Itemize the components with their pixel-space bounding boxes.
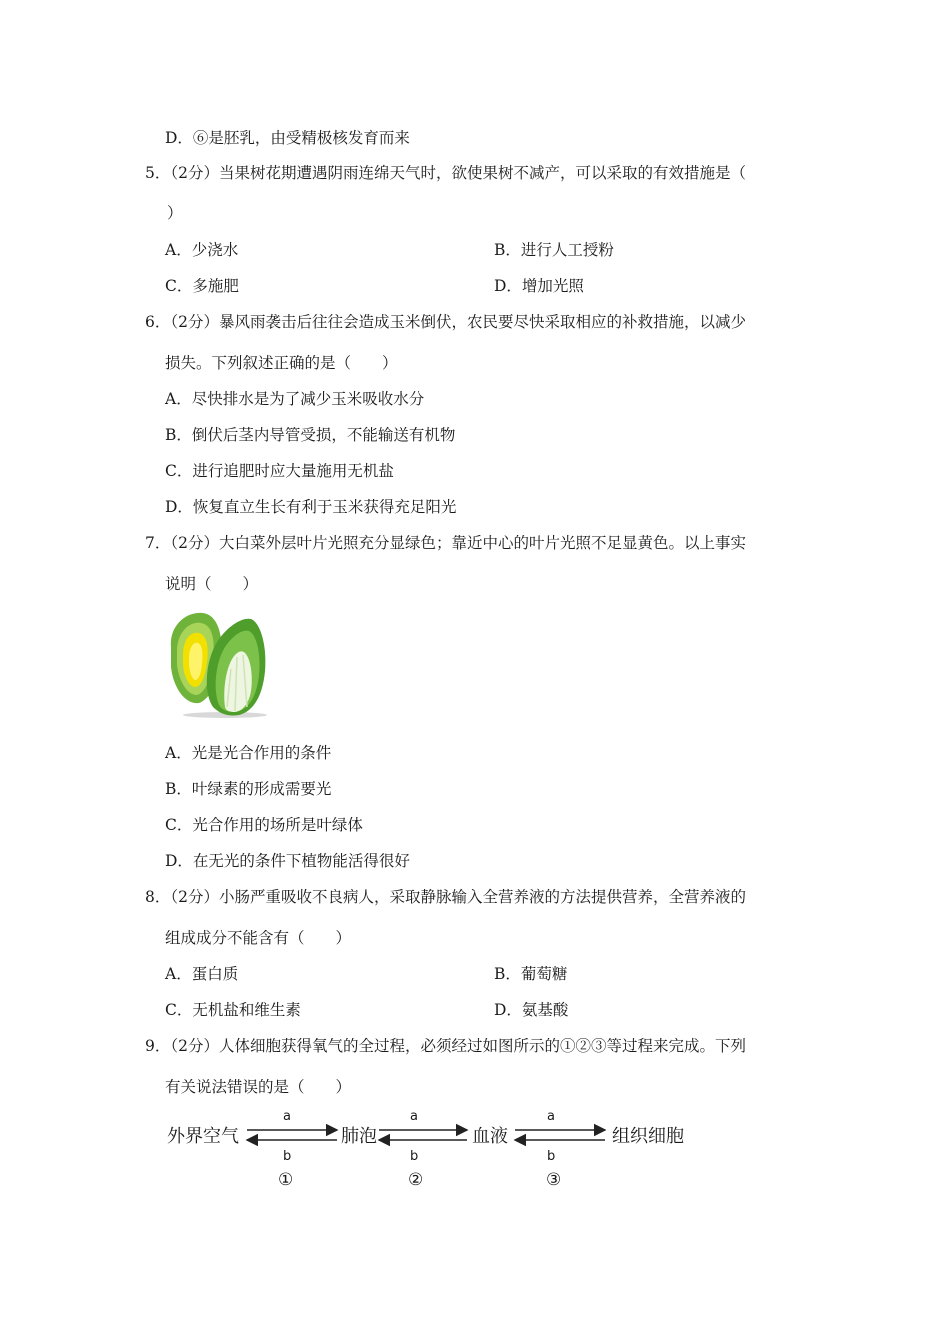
q7-option-d: D．在无光的条件下植物能活得很好 — [165, 852, 410, 870]
label-b-1: b — [283, 1149, 292, 1164]
node-tissue-cells: 组织细胞 — [612, 1126, 684, 1147]
q7-option-b: B．叶绿素的形成需要光 — [165, 780, 332, 798]
q6-stem-line2: 损失。下列叙述正确的是（ ） — [165, 354, 398, 372]
q4-option-d: D．⑥是胚乳，由受精极核发育而来 — [165, 129, 410, 147]
q7-stem-line2: 说明（ ） — [165, 575, 259, 593]
q8-option-a: A．蛋白质 — [165, 965, 239, 983]
label-b-2: b — [410, 1149, 419, 1164]
label-a-2: a — [410, 1109, 418, 1124]
gas-exchange-diagram — [165, 1105, 705, 1195]
q5-option-b: B．进行人工授粉 — [494, 241, 614, 259]
q8-stem-line2: 组成成分不能含有（ ） — [165, 929, 352, 947]
q6-option-a: A．尽快排水是为了减少玉米吸收水分 — [165, 390, 425, 408]
q7-option-a: A．光是光合作用的条件 — [165, 744, 332, 762]
q6-option-c: C．进行追肥时应大量施用无机盐 — [165, 462, 394, 480]
q5-option-c: C．多施肥 — [165, 277, 239, 295]
cabbage-image — [163, 607, 271, 719]
q6-option-b: B．倒伏后茎内导管受损，不能输送有机物 — [165, 426, 456, 444]
q8-option-b: B．葡萄糖 — [494, 965, 568, 983]
step-1: ① — [278, 1170, 294, 1190]
q7-option-c: C．光合作用的场所是叶绿体 — [165, 816, 363, 834]
q5-stem-line1: 5．（2分）当果树花期遭遇阴雨连绵天气时，欲使果树不减产，可以采取的有效措施是（ — [145, 164, 746, 182]
step-2: ② — [408, 1170, 424, 1190]
label-b-3: b — [547, 1149, 556, 1164]
q8-stem-line1: 8．（2分）小肠严重吸收不良病人，采取静脉输入全营养液的方法提供营养，全营养液的 — [145, 888, 746, 906]
label-a-3: a — [547, 1109, 555, 1124]
q9-stem-line1: 9．（2分）人体细胞获得氧气的全过程，必须经过如图所示的①②③等过程来完成。下列 — [145, 1037, 746, 1055]
step-3: ③ — [546, 1170, 562, 1190]
q9-stem-line2: 有关说法错误的是（ ） — [165, 1078, 352, 1096]
q7-stem-line1: 7．（2分）大白菜外层叶片光照充分显绿色；靠近中心的叶片光照不足显黄色。以上事实 — [145, 534, 746, 552]
label-a-1: a — [283, 1109, 291, 1124]
q5-stem-line2: ） — [167, 204, 183, 222]
arrows-graphic — [165, 1105, 705, 1195]
q5-option-a: A．少浇水 — [165, 241, 239, 259]
q5-option-d: D．增加光照 — [494, 277, 584, 295]
node-outside-air: 外界空气 — [167, 1126, 239, 1147]
q8-option-c: C．无机盐和维生素 — [165, 1001, 301, 1019]
q6-option-d: D．恢复直立生长有利于玉米获得充足阳光 — [165, 498, 457, 516]
node-alveoli: 肺泡 — [341, 1126, 377, 1147]
q6-stem-line1: 6．（2分）暴风雨袭击后往往会造成玉米倒伏，农民要尽快采取相应的补救措施，以减少 — [145, 313, 746, 331]
node-blood: 血液 — [472, 1126, 508, 1147]
q8-option-d: D．氨基酸 — [494, 1001, 569, 1019]
